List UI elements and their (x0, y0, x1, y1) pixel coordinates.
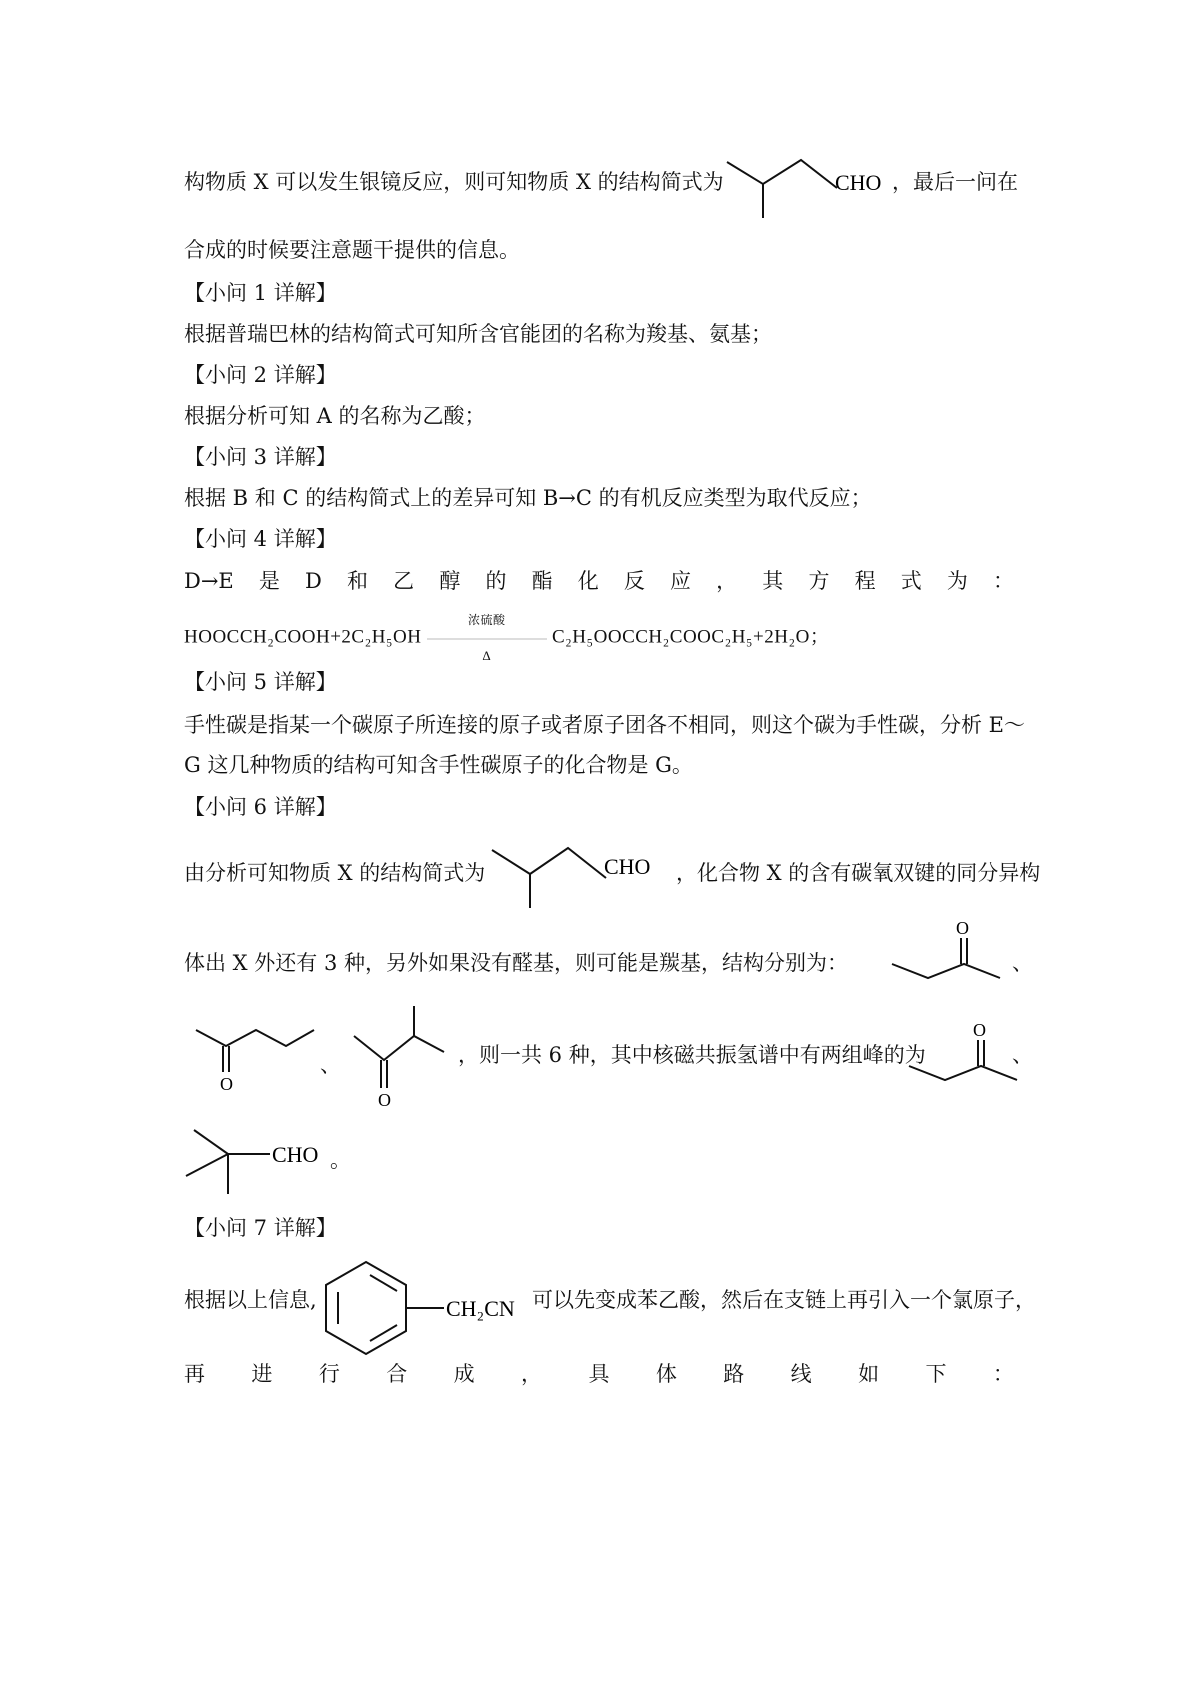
structure-isovaleraldehyde-1 (725, 150, 900, 220)
q7-line2-word: ， (521, 1362, 543, 1386)
q7-line2-word: 下 (925, 1362, 947, 1386)
q7-line2-word: 线 (790, 1362, 812, 1386)
oxygen-label: O (220, 1074, 233, 1090)
q4-intro-word: 为 (946, 569, 968, 593)
reaction-arrow (427, 614, 547, 662)
q4-intro-word: 式 (900, 569, 922, 593)
q4-intro-word: ： (993, 569, 1014, 593)
q7-line1b: 可以先变成苯乙酸，然后在支链上再引入一个氯原子， (532, 1288, 1036, 1312)
q2-heading: 【小问 2 详解】 (184, 363, 337, 387)
structure-3-methyl-2-butanone (350, 1000, 450, 1110)
separator-3: 、 (1012, 1043, 1033, 1067)
structure-isovaleraldehyde-2 (490, 840, 670, 910)
oxygen-label: O (378, 1090, 391, 1110)
q6-heading: 【小问 6 详解】 (184, 795, 337, 819)
q4-intro-word: 的 (485, 569, 507, 593)
oxygen-label: O (956, 918, 969, 938)
arrow-icon (427, 637, 547, 641)
equation-left: HOOCCH₂COOH+2C₂H₅OH (184, 626, 422, 648)
q4-intro-word: 其 (762, 569, 784, 593)
q7-line2-word: 行 (318, 1362, 340, 1386)
q4-intro-word: 反 (623, 569, 645, 593)
q4-intro-word: 酯 (531, 569, 553, 593)
q7-line2-word: 进 (251, 1362, 273, 1386)
q6-end: 。 (330, 1148, 351, 1172)
benzyl-label: CH₂CN (446, 1296, 515, 1321)
q4-intro-word: 是 (258, 569, 280, 593)
para1-line2: 合成的时候要注意题干提供的信息。 (184, 238, 520, 262)
condition-bottom: Δ (482, 648, 492, 663)
q6-line2: 体出 X 外还有 3 种，另外如果没有醛基，则可能是羰基，结构分别为： (184, 951, 849, 975)
q4-intro-word: 应 (670, 569, 692, 593)
structure-2-pentanone (190, 1010, 320, 1090)
para1-tail (892, 172, 1018, 193)
cho-label: CHO (835, 170, 882, 195)
q7-line2-word: 成 (453, 1362, 475, 1386)
cho-label: CHO (604, 854, 651, 879)
q7-line2-word: 如 (858, 1362, 880, 1386)
q4-intro-word: 化 (577, 569, 599, 593)
q4-intro (184, 571, 1014, 592)
q4-intro-word: 和 (347, 569, 369, 593)
q4-heading: 【小问 4 详解】 (184, 527, 337, 551)
structure-pivalaldehyde (184, 1120, 354, 1200)
oxygen-label: O (973, 1020, 986, 1040)
para1-text-a: 构物质 X 可以发生银镜反应，则可知物质 X 的结构简式为 (184, 170, 724, 194)
q7-line2-word: ： (992, 1362, 1014, 1386)
structure-3-pentanone-2 (905, 1020, 1025, 1090)
q3-text: 根据 B 和 C 的结构简式上的差异可知 B→C 的有机反应类型为取代反应； (184, 486, 872, 510)
q7-line2 (184, 1364, 1014, 1385)
q4-intro-word: D (305, 569, 322, 593)
q4-intro-word: D→E (184, 569, 234, 593)
q4-intro-word: 程 (854, 569, 876, 593)
cho-label: CHO (272, 1142, 319, 1167)
q7-heading: 【小问 7 详解】 (184, 1216, 337, 1240)
separator-1: 、 (1012, 951, 1033, 975)
condition-top: 浓硫酸 (467, 613, 506, 627)
para1-line1 (184, 172, 724, 193)
q6-line1b: ，化合物 X 的含有碳氧双键的同分异构 (676, 861, 1041, 885)
q4-intro-word: 醇 (439, 569, 461, 593)
separator-2: 、 (320, 1053, 341, 1077)
q6-line3: ，则一共 6 种，其中核磁共振氢谱中有两组峰的为 (458, 1043, 926, 1067)
q7-line2-word: 再 (184, 1362, 205, 1386)
equation-right: C₂H₅OOCCH₂COOC₂H₅+2H₂O； (552, 626, 830, 648)
q5-line2: G 这几种物质的结构可知含手性碳原子的化合物是 G。 (184, 753, 693, 777)
q1-heading: 【小问 1 详解】 (184, 281, 337, 305)
q4-intro-word: 方 (808, 569, 830, 593)
q7-line2-word: 具 (588, 1362, 610, 1386)
q7-line2-word: 路 (723, 1362, 745, 1386)
para1-text-b: ，最后一问在 (892, 170, 1018, 194)
q7-line2-word: 体 (655, 1362, 677, 1386)
q1-text: 根据普瑞巴林的结构简式可知所含官能团的名称为羧基、氨基； (184, 322, 772, 346)
q2-text: 根据分析可知 A 的名称为乙酸； (184, 404, 486, 428)
q3-heading: 【小问 3 详解】 (184, 445, 337, 469)
q5-line1: 手性碳是指某一个碳原子所连接的原子或者原子团各不相同，则这个碳为手性碳，分析 E～ (184, 713, 1026, 737)
q4-intro-word: 乙 (393, 569, 415, 593)
q6-line1a: 由分析可知物质 X 的结构简式为 (184, 861, 486, 885)
q5-heading: 【小问 5 详解】 (184, 670, 337, 694)
structure-benzyl-cyanide (318, 1258, 528, 1358)
q7-line2-word: 合 (386, 1362, 408, 1386)
q4-intro-word: ， (716, 569, 738, 593)
q7-line1a: 根据以上信息, (184, 1288, 317, 1312)
structure-3-pentanone (888, 918, 1008, 988)
q4-equation (184, 614, 829, 662)
